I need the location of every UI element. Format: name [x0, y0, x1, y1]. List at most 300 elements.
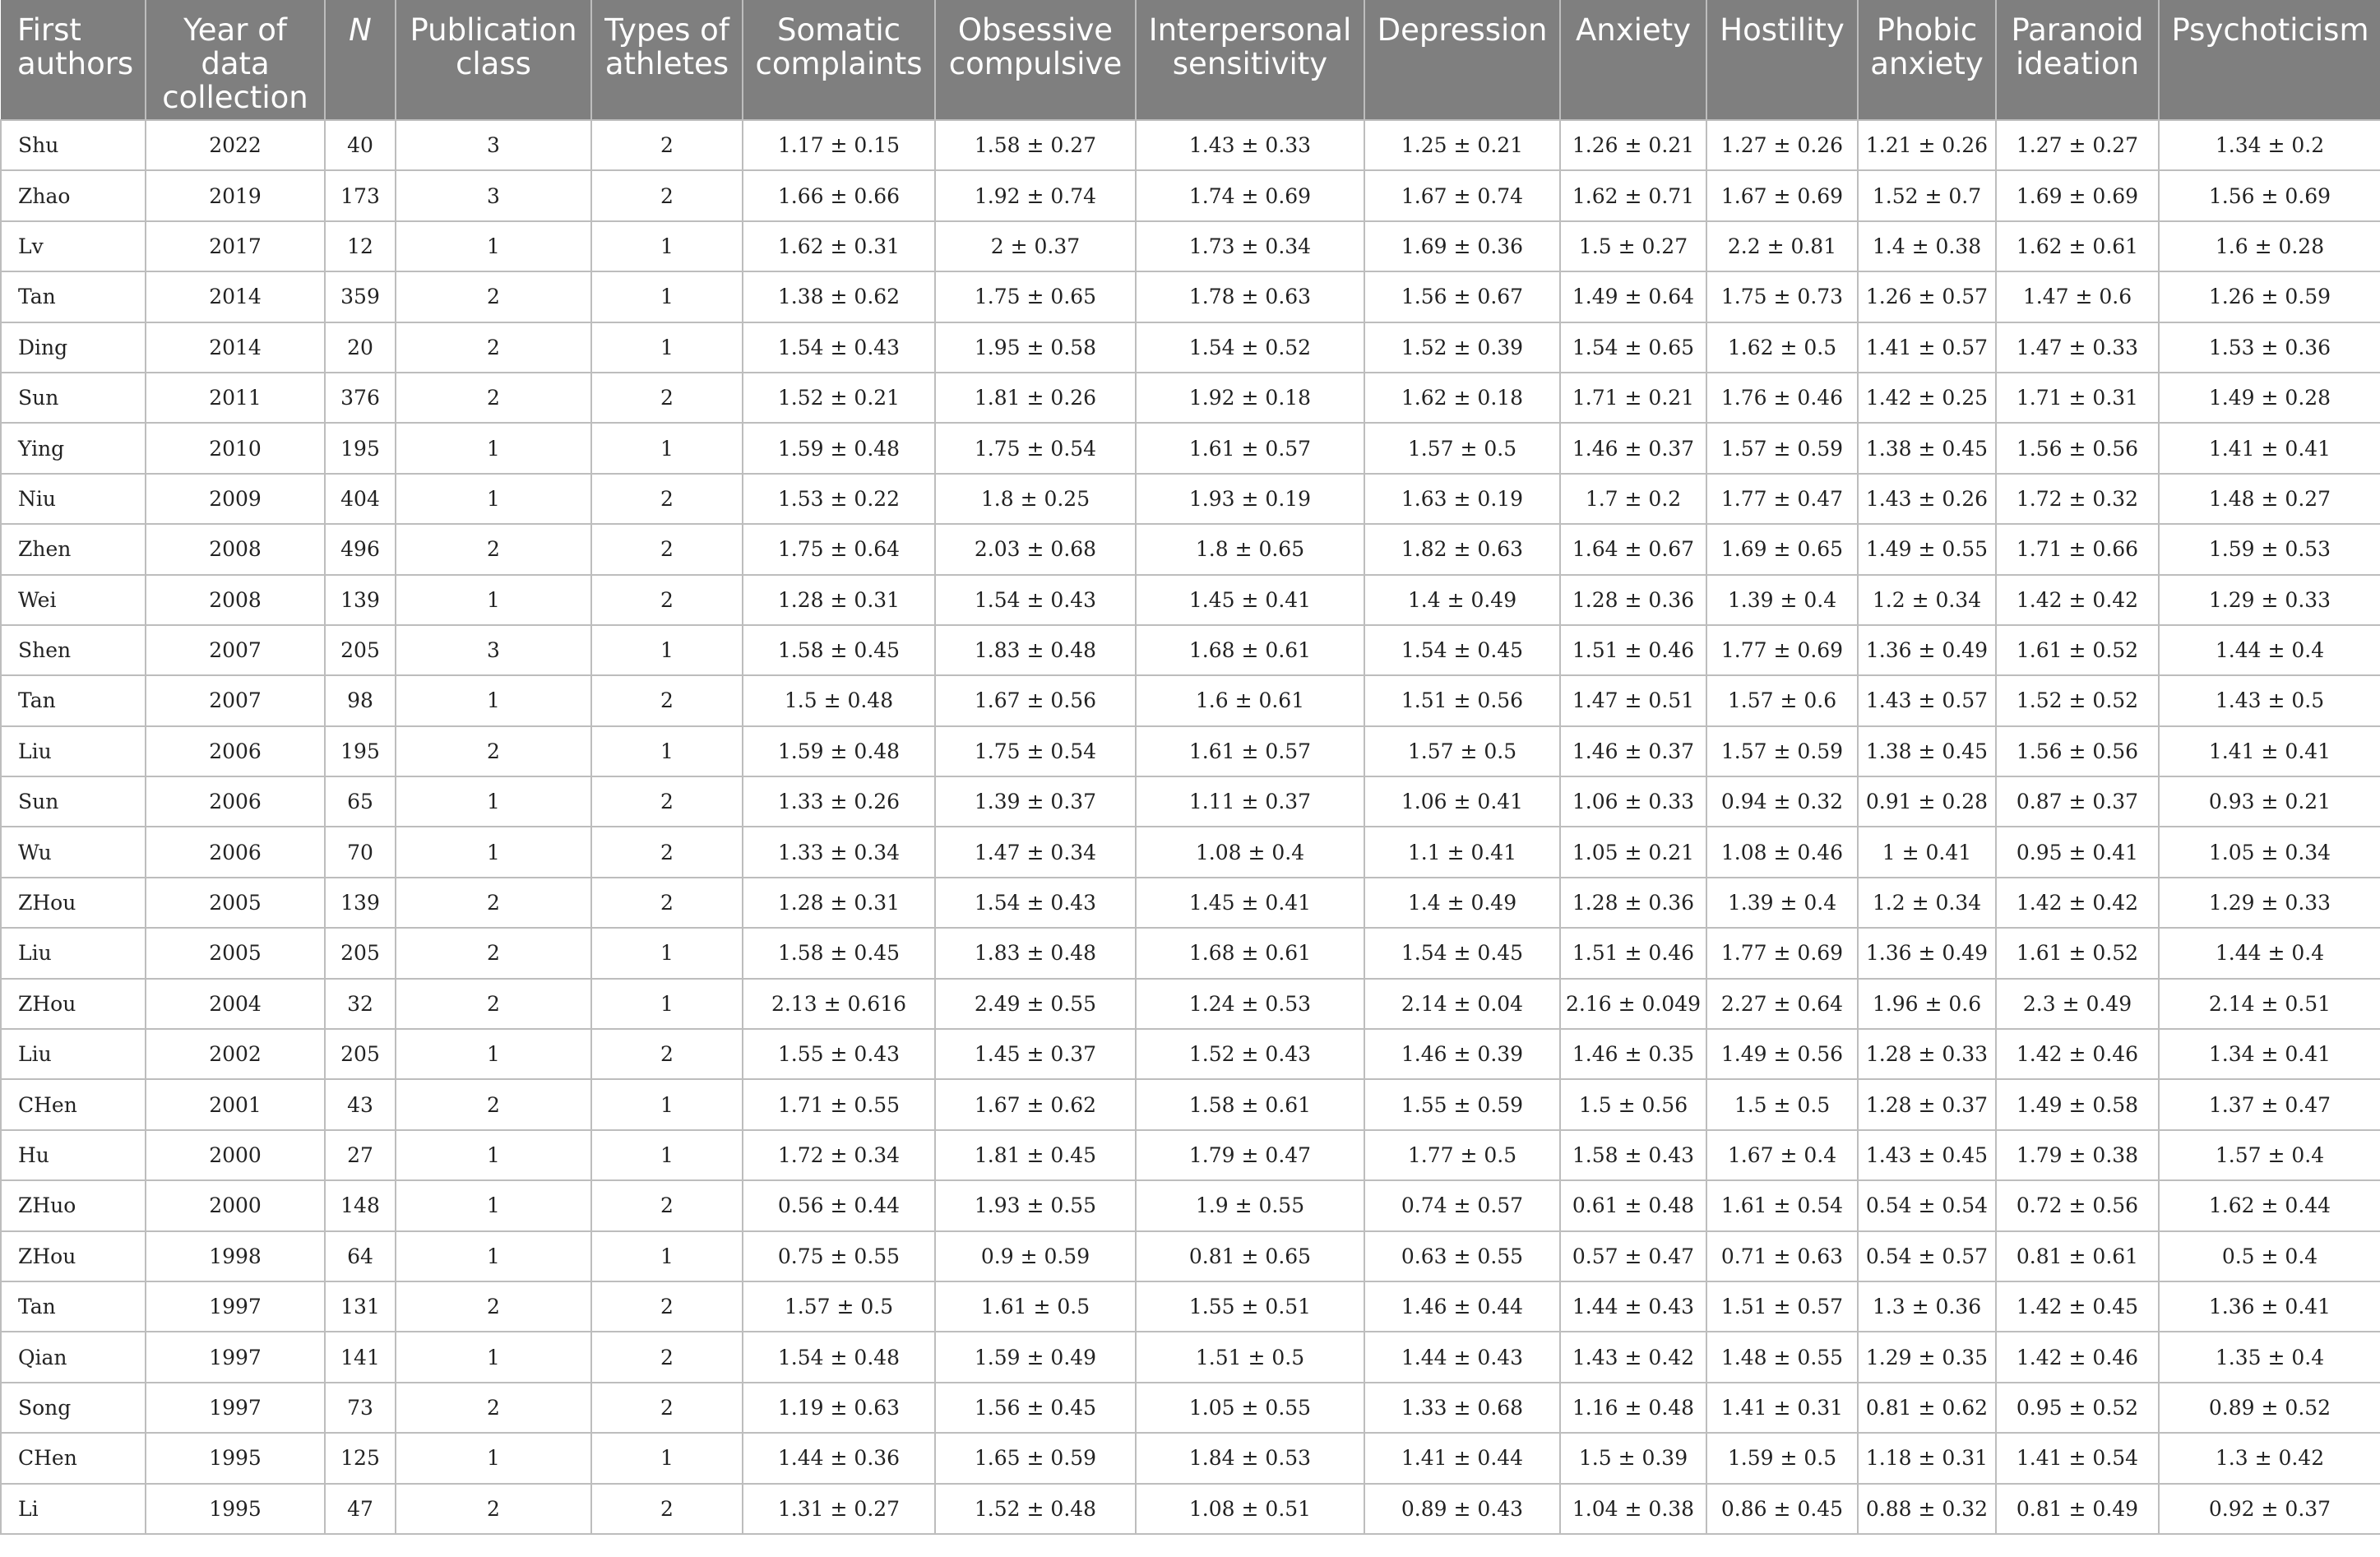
cell-paranoid-ideation: 1.79 ± 0.38 [1996, 1130, 2159, 1180]
cell-somatic-complaints: 1.19 ± 0.63 [743, 1383, 935, 1433]
cell-hostility: 1.61 ± 0.54 [1706, 1180, 1858, 1230]
header-paranoid-ideation: Paranoid ideation [1996, 0, 2159, 120]
cell-year: 2019 [146, 170, 325, 220]
cell-hostility: 1.57 ± 0.6 [1706, 675, 1858, 725]
cell-somatic-complaints: 1.58 ± 0.45 [743, 625, 935, 675]
cell-paranoid-ideation: 0.95 ± 0.41 [1996, 827, 2159, 877]
cell-paranoid-ideation: 1.61 ± 0.52 [1996, 625, 2159, 675]
cell-interpersonal-sensitivity: 1.61 ± 0.57 [1136, 423, 1364, 473]
cell-publication-class: 1 [396, 776, 591, 827]
cell-somatic-complaints: 0.56 ± 0.44 [743, 1180, 935, 1230]
cell-depression: 1.52 ± 0.39 [1364, 322, 1560, 373]
cell-anxiety: 1.51 ± 0.46 [1560, 928, 1706, 978]
table-row [1, 1383, 2380, 1433]
cell-year: 2010 [146, 423, 325, 473]
cell-year: 2008 [146, 575, 325, 625]
cell-paranoid-ideation: 1.62 ± 0.61 [1996, 221, 2159, 271]
cell-n: 64 [325, 1231, 396, 1281]
cell-athlete-type: 2 [591, 1180, 743, 1230]
cell-athlete-type: 2 [591, 878, 743, 928]
table-row [1, 1281, 2380, 1332]
cell-depression: 1.4 ± 0.49 [1364, 575, 1560, 625]
cell-publication-class: 3 [396, 120, 591, 170]
cell-psychoticism: 1.05 ± 0.34 [2159, 827, 2380, 877]
cell-year: 2006 [146, 726, 325, 776]
cell-obsessive-compulsive: 1.59 ± 0.49 [935, 1332, 1136, 1382]
cell-anxiety: 1.49 ± 0.64 [1560, 271, 1706, 322]
cell-publication-class: 2 [396, 322, 591, 373]
cell-athlete-type: 2 [591, 1383, 743, 1433]
cell-depression: 1.55 ± 0.59 [1364, 1079, 1560, 1129]
cell-obsessive-compulsive: 1.8 ± 0.25 [935, 474, 1136, 524]
cell-phobic-anxiety: 1.96 ± 0.6 [1858, 979, 1996, 1029]
cell-n: 20 [325, 322, 396, 373]
cell-n: 205 [325, 625, 396, 675]
cell-psychoticism: 1.62 ± 0.44 [2159, 1180, 2380, 1230]
cell-interpersonal-sensitivity: 1.9 ± 0.55 [1136, 1180, 1364, 1230]
cell-n: 139 [325, 878, 396, 928]
cell-depression: 0.74 ± 0.57 [1364, 1180, 1560, 1230]
cell-depression: 1.25 ± 0.21 [1364, 120, 1560, 170]
cell-paranoid-ideation: 0.95 ± 0.52 [1996, 1383, 2159, 1433]
cell-obsessive-compulsive: 0.9 ± 0.59 [935, 1231, 1136, 1281]
cell-publication-class: 2 [396, 726, 591, 776]
cell-depression: 1.4 ± 0.49 [1364, 878, 1560, 928]
cell-obsessive-compulsive: 1.95 ± 0.58 [935, 322, 1136, 373]
cell-n: 496 [325, 524, 396, 574]
cell-obsessive-compulsive: 1.39 ± 0.37 [935, 776, 1136, 827]
cell-publication-class: 2 [396, 1484, 591, 1534]
table-row [1, 625, 2380, 675]
cell-paranoid-ideation: 1.56 ± 0.56 [1996, 726, 2159, 776]
cell-anxiety: 1.26 ± 0.21 [1560, 120, 1706, 170]
cell-interpersonal-sensitivity: 1.11 ± 0.37 [1136, 776, 1364, 827]
cell-anxiety: 2.16 ± 0.049 [1560, 979, 1706, 1029]
cell-first-author: Song [1, 1383, 146, 1433]
cell-psychoticism: 1.53 ± 0.36 [2159, 322, 2380, 373]
header-first-authors: First authors [1, 0, 146, 120]
cell-year: 2005 [146, 878, 325, 928]
cell-hostility: 2.2 ± 0.81 [1706, 221, 1858, 271]
cell-year: 1997 [146, 1383, 325, 1433]
cell-somatic-complaints: 0.75 ± 0.55 [743, 1231, 935, 1281]
cell-first-author: ZHou [1, 979, 146, 1029]
table-row [1, 928, 2380, 978]
cell-phobic-anxiety: 1.36 ± 0.49 [1858, 928, 1996, 978]
cell-interpersonal-sensitivity: 1.45 ± 0.41 [1136, 575, 1364, 625]
cell-somatic-complaints: 1.55 ± 0.43 [743, 1029, 935, 1079]
cell-first-author: Li [1, 1484, 146, 1534]
cell-first-author: Shen [1, 625, 146, 675]
cell-n: 139 [325, 575, 396, 625]
cell-n: 359 [325, 271, 396, 322]
cell-anxiety: 1.28 ± 0.36 [1560, 575, 1706, 625]
cell-hostility: 1.27 ± 0.26 [1706, 120, 1858, 170]
cell-publication-class: 2 [396, 928, 591, 978]
table-row [1, 878, 2380, 928]
cell-psychoticism: 0.92 ± 0.37 [2159, 1484, 2380, 1534]
cell-interpersonal-sensitivity: 1.78 ± 0.63 [1136, 271, 1364, 322]
cell-athlete-type: 2 [591, 1332, 743, 1382]
cell-interpersonal-sensitivity: 1.6 ± 0.61 [1136, 675, 1364, 725]
cell-athlete-type: 1 [591, 322, 743, 373]
cell-hostility: 1.77 ± 0.69 [1706, 928, 1858, 978]
cell-phobic-anxiety: 1.41 ± 0.57 [1858, 322, 1996, 373]
cell-first-author: Sun [1, 776, 146, 827]
cell-n: 205 [325, 1029, 396, 1079]
cell-anxiety: 1.04 ± 0.38 [1560, 1484, 1706, 1534]
table-row [1, 1484, 2380, 1534]
cell-publication-class: 2 [396, 1281, 591, 1332]
table-row [1, 979, 2380, 1029]
cell-hostility: 1.69 ± 0.65 [1706, 524, 1858, 574]
header-depression: Depression [1364, 0, 1560, 120]
cell-interpersonal-sensitivity: 1.52 ± 0.43 [1136, 1029, 1364, 1079]
cell-athlete-type: 1 [591, 928, 743, 978]
cell-anxiety: 1.05 ± 0.21 [1560, 827, 1706, 877]
cell-psychoticism: 1.56 ± 0.69 [2159, 170, 2380, 220]
cell-psychoticism: 1.34 ± 0.2 [2159, 120, 2380, 170]
cell-first-author: Tan [1, 675, 146, 725]
cell-first-author: Liu [1, 928, 146, 978]
cell-n: 43 [325, 1079, 396, 1129]
cell-phobic-anxiety: 1.2 ± 0.34 [1858, 878, 1996, 928]
cell-year: 2005 [146, 928, 325, 978]
cell-obsessive-compulsive: 1.83 ± 0.48 [935, 625, 1136, 675]
cell-psychoticism: 1.48 ± 0.27 [2159, 474, 2380, 524]
table-row [1, 1130, 2380, 1180]
cell-publication-class: 1 [396, 474, 591, 524]
cell-n: 195 [325, 726, 396, 776]
cell-phobic-anxiety: 1.26 ± 0.57 [1858, 271, 1996, 322]
cell-phobic-anxiety: 1.36 ± 0.49 [1858, 625, 1996, 675]
cell-anxiety: 1.64 ± 0.67 [1560, 524, 1706, 574]
cell-phobic-anxiety: 1.21 ± 0.26 [1858, 120, 1996, 170]
cell-phobic-anxiety: 1.2 ± 0.34 [1858, 575, 1996, 625]
cell-obsessive-compulsive: 1.52 ± 0.48 [935, 1484, 1136, 1534]
cell-somatic-complaints: 2.13 ± 0.616 [743, 979, 935, 1029]
cell-depression: 2.14 ± 0.04 [1364, 979, 1560, 1029]
cell-n: 32 [325, 979, 396, 1029]
cell-obsessive-compulsive: 1.75 ± 0.65 [935, 271, 1136, 322]
cell-psychoticism: 1.29 ± 0.33 [2159, 878, 2380, 928]
cell-phobic-anxiety: 1.52 ± 0.7 [1858, 170, 1996, 220]
header-interpersonal-sensitivity: Interpersonal sensitivity [1136, 0, 1364, 120]
cell-n: 47 [325, 1484, 396, 1534]
cell-somatic-complaints: 1.5 ± 0.48 [743, 675, 935, 725]
cell-obsessive-compulsive: 1.92 ± 0.74 [935, 170, 1136, 220]
cell-n: 70 [325, 827, 396, 877]
cell-interpersonal-sensitivity: 1.43 ± 0.33 [1136, 120, 1364, 170]
cell-somatic-complaints: 1.75 ± 0.64 [743, 524, 935, 574]
cell-hostility: 1.39 ± 0.4 [1706, 575, 1858, 625]
cell-somatic-complaints: 1.72 ± 0.34 [743, 1130, 935, 1180]
table-row [1, 322, 2380, 373]
table-row [1, 271, 2380, 322]
cell-anxiety: 1.43 ± 0.42 [1560, 1332, 1706, 1382]
cell-psychoticism: 1.35 ± 0.4 [2159, 1332, 2380, 1382]
cell-anxiety: 1.16 ± 0.48 [1560, 1383, 1706, 1433]
cell-first-author: Tan [1, 271, 146, 322]
cell-obsessive-compulsive: 2.49 ± 0.55 [935, 979, 1136, 1029]
cell-first-author: Qian [1, 1332, 146, 1382]
table-row [1, 1079, 2380, 1129]
cell-interpersonal-sensitivity: 1.24 ± 0.53 [1136, 979, 1364, 1029]
cell-publication-class: 1 [396, 1433, 591, 1483]
cell-anxiety: 1.28 ± 0.36 [1560, 878, 1706, 928]
cell-paranoid-ideation: 1.47 ± 0.33 [1996, 322, 2159, 373]
header-psychoticism: Psychoticism [2159, 0, 2380, 120]
cell-paranoid-ideation: 1.52 ± 0.52 [1996, 675, 2159, 725]
cell-athlete-type: 2 [591, 1029, 743, 1079]
cell-first-author: CHen [1, 1433, 146, 1483]
cell-athlete-type: 1 [591, 221, 743, 271]
cell-n: 73 [325, 1383, 396, 1433]
cell-phobic-anxiety: 1.49 ± 0.55 [1858, 524, 1996, 574]
cell-first-author: Niu [1, 474, 146, 524]
cell-hostility: 1.39 ± 0.4 [1706, 878, 1858, 928]
cell-interpersonal-sensitivity: 1.74 ± 0.69 [1136, 170, 1364, 220]
cell-hostility: 1.75 ± 0.73 [1706, 271, 1858, 322]
cell-hostility: 1.76 ± 0.46 [1706, 373, 1858, 423]
header-anxiety: Anxiety [1560, 0, 1706, 120]
cell-hostility: 1.67 ± 0.69 [1706, 170, 1858, 220]
cell-hostility: 1.77 ± 0.69 [1706, 625, 1858, 675]
cell-psychoticism: 0.89 ± 0.52 [2159, 1383, 2380, 1433]
cell-year: 1995 [146, 1484, 325, 1534]
cell-paranoid-ideation: 1.42 ± 0.46 [1996, 1332, 2159, 1382]
cell-hostility: 1.51 ± 0.57 [1706, 1281, 1858, 1332]
cell-hostility: 1.5 ± 0.5 [1706, 1079, 1858, 1129]
cell-publication-class: 1 [396, 675, 591, 725]
cell-publication-class: 2 [396, 271, 591, 322]
cell-year: 2001 [146, 1079, 325, 1129]
cell-psychoticism: 0.93 ± 0.21 [2159, 776, 2380, 827]
cell-year: 2007 [146, 675, 325, 725]
cell-psychoticism: 1.6 ± 0.28 [2159, 221, 2380, 271]
cell-interpersonal-sensitivity: 1.54 ± 0.52 [1136, 322, 1364, 373]
table-row [1, 120, 2380, 170]
cell-first-author: Sun [1, 373, 146, 423]
header-somatic-complaints: Somatic complaints [743, 0, 935, 120]
cell-first-author: ZHou [1, 1231, 146, 1281]
cell-publication-class: 1 [396, 1029, 591, 1079]
cell-first-author: Shu [1, 120, 146, 170]
cell-hostility: 1.67 ± 0.4 [1706, 1130, 1858, 1180]
cell-year: 2006 [146, 827, 325, 877]
cell-n: 404 [325, 474, 396, 524]
cell-publication-class: 2 [396, 524, 591, 574]
cell-publication-class: 2 [396, 1079, 591, 1129]
header-phobic-anxiety: Phobic anxiety [1858, 0, 1996, 120]
cell-first-author: Zhen [1, 524, 146, 574]
cell-n: 148 [325, 1180, 396, 1230]
header-year: Year of data collection [146, 0, 325, 120]
cell-hostility: 1.08 ± 0.46 [1706, 827, 1858, 877]
cell-psychoticism: 1.44 ± 0.4 [2159, 928, 2380, 978]
cell-anxiety: 1.46 ± 0.35 [1560, 1029, 1706, 1079]
cell-psychoticism: 1.34 ± 0.41 [2159, 1029, 2380, 1079]
cell-year: 2000 [146, 1180, 325, 1230]
cell-depression: 1.46 ± 0.39 [1364, 1029, 1560, 1079]
cell-n: 12 [325, 221, 396, 271]
cell-paranoid-ideation: 1.47 ± 0.6 [1996, 271, 2159, 322]
cell-paranoid-ideation: 1.42 ± 0.45 [1996, 1281, 2159, 1332]
cell-paranoid-ideation: 1.42 ± 0.42 [1996, 878, 2159, 928]
cell-obsessive-compulsive: 2.03 ± 0.68 [935, 524, 1136, 574]
cell-n: 205 [325, 928, 396, 978]
cell-publication-class: 2 [396, 373, 591, 423]
cell-somatic-complaints: 1.31 ± 0.27 [743, 1484, 935, 1534]
cell-year: 1998 [146, 1231, 325, 1281]
cell-year: 1995 [146, 1433, 325, 1483]
cell-n: 195 [325, 423, 396, 473]
table-row [1, 1231, 2380, 1281]
table-row [1, 170, 2380, 220]
cell-publication-class: 2 [396, 878, 591, 928]
cell-year: 2009 [146, 474, 325, 524]
header-publication-class: Publication class [396, 0, 591, 120]
cell-anxiety: 1.06 ± 0.33 [1560, 776, 1706, 827]
table-row [1, 675, 2380, 725]
cell-paranoid-ideation: 1.71 ± 0.66 [1996, 524, 2159, 574]
cell-paranoid-ideation: 1.61 ± 0.52 [1996, 928, 2159, 978]
cell-obsessive-compulsive: 1.75 ± 0.54 [935, 726, 1136, 776]
cell-phobic-anxiety: 1.29 ± 0.35 [1858, 1332, 1996, 1382]
cell-year: 1997 [146, 1281, 325, 1332]
cell-obsessive-compulsive: 1.45 ± 0.37 [935, 1029, 1136, 1079]
cell-athlete-type: 1 [591, 1433, 743, 1483]
cell-anxiety: 1.54 ± 0.65 [1560, 322, 1706, 373]
cell-somatic-complaints: 1.59 ± 0.48 [743, 726, 935, 776]
cell-phobic-anxiety: 0.81 ± 0.62 [1858, 1383, 1996, 1433]
cell-somatic-complaints: 1.59 ± 0.48 [743, 423, 935, 473]
cell-paranoid-ideation: 1.71 ± 0.31 [1996, 373, 2159, 423]
cell-phobic-anxiety: 0.91 ± 0.28 [1858, 776, 1996, 827]
cell-anxiety: 1.71 ± 0.21 [1560, 373, 1706, 423]
cell-obsessive-compulsive: 1.58 ± 0.27 [935, 120, 1136, 170]
cell-hostility: 1.77 ± 0.47 [1706, 474, 1858, 524]
cell-first-author: ZHou [1, 878, 146, 928]
cell-year: 2008 [146, 524, 325, 574]
cell-publication-class: 1 [396, 1130, 591, 1180]
cell-athlete-type: 2 [591, 675, 743, 725]
cell-year: 2004 [146, 979, 325, 1029]
cell-depression: 1.54 ± 0.45 [1364, 928, 1560, 978]
table-row [1, 373, 2380, 423]
cell-first-author: Liu [1, 1029, 146, 1079]
cell-interpersonal-sensitivity: 1.68 ± 0.61 [1136, 625, 1364, 675]
cell-psychoticism: 1.57 ± 0.4 [2159, 1130, 2380, 1180]
cell-year: 1997 [146, 1332, 325, 1382]
cell-somatic-complaints: 1.17 ± 0.15 [743, 120, 935, 170]
cell-interpersonal-sensitivity: 1.61 ± 0.57 [1136, 726, 1364, 776]
cell-publication-class: 2 [396, 1383, 591, 1433]
cell-first-author: Lv [1, 221, 146, 271]
cell-interpersonal-sensitivity: 1.84 ± 0.53 [1136, 1433, 1364, 1483]
cell-paranoid-ideation: 0.81 ± 0.49 [1996, 1484, 2159, 1534]
cell-phobic-anxiety: 1.3 ± 0.36 [1858, 1281, 1996, 1332]
cell-somatic-complaints: 1.66 ± 0.66 [743, 170, 935, 220]
cell-psychoticism: 1.36 ± 0.41 [2159, 1281, 2380, 1332]
cell-somatic-complaints: 1.52 ± 0.21 [743, 373, 935, 423]
cell-psychoticism: 1.41 ± 0.41 [2159, 423, 2380, 473]
cell-obsessive-compulsive: 1.54 ± 0.43 [935, 575, 1136, 625]
cell-depression: 1.77 ± 0.5 [1364, 1130, 1560, 1180]
cell-athlete-type: 1 [591, 1079, 743, 1129]
cell-athlete-type: 2 [591, 474, 743, 524]
cell-somatic-complaints: 1.44 ± 0.36 [743, 1433, 935, 1483]
cell-somatic-complaints: 1.28 ± 0.31 [743, 878, 935, 928]
cell-paranoid-ideation: 1.41 ± 0.54 [1996, 1433, 2159, 1483]
cell-interpersonal-sensitivity: 1.45 ± 0.41 [1136, 878, 1364, 928]
cell-n: 65 [325, 776, 396, 827]
cell-anxiety: 1.46 ± 0.37 [1560, 423, 1706, 473]
cell-phobic-anxiety: 1.42 ± 0.25 [1858, 373, 1996, 423]
cell-n: 27 [325, 1130, 396, 1180]
cell-phobic-anxiety: 1.38 ± 0.45 [1858, 423, 1996, 473]
table-row [1, 524, 2380, 574]
cell-phobic-anxiety: 0.54 ± 0.57 [1858, 1231, 1996, 1281]
cell-interpersonal-sensitivity: 1.73 ± 0.34 [1136, 221, 1364, 271]
cell-hostility: 2.27 ± 0.64 [1706, 979, 1858, 1029]
cell-somatic-complaints: 1.38 ± 0.62 [743, 271, 935, 322]
cell-athlete-type: 1 [591, 726, 743, 776]
cell-phobic-anxiety: 1.43 ± 0.26 [1858, 474, 1996, 524]
cell-paranoid-ideation: 1.49 ± 0.58 [1996, 1079, 2159, 1129]
cell-phobic-anxiety: 1.43 ± 0.45 [1858, 1130, 1996, 1180]
cell-somatic-complaints: 1.53 ± 0.22 [743, 474, 935, 524]
cell-hostility: 1.48 ± 0.55 [1706, 1332, 1858, 1382]
cell-paranoid-ideation: 1.56 ± 0.56 [1996, 423, 2159, 473]
table-row [1, 1029, 2380, 1079]
cell-interpersonal-sensitivity: 1.08 ± 0.51 [1136, 1484, 1364, 1534]
cell-athlete-type: 2 [591, 1484, 743, 1534]
table-row [1, 827, 2380, 877]
cell-somatic-complaints: 1.28 ± 0.31 [743, 575, 935, 625]
cell-phobic-anxiety: 1.28 ± 0.37 [1858, 1079, 1996, 1129]
cell-depression: 1.62 ± 0.18 [1364, 373, 1560, 423]
cell-psychoticism: 2.14 ± 0.51 [2159, 979, 2380, 1029]
table-row [1, 1332, 2380, 1382]
cell-obsessive-compulsive: 1.56 ± 0.45 [935, 1383, 1136, 1433]
cell-somatic-complaints: 1.57 ± 0.5 [743, 1281, 935, 1332]
cell-n: 98 [325, 675, 396, 725]
cell-obsessive-compulsive: 1.67 ± 0.56 [935, 675, 1136, 725]
header-obsessive-compulsive: Obsessive compulsive [935, 0, 1136, 120]
cell-anxiety: 1.7 ± 0.2 [1560, 474, 1706, 524]
cell-psychoticism: 1.44 ± 0.4 [2159, 625, 2380, 675]
cell-first-author: Tan [1, 1281, 146, 1332]
cell-athlete-type: 2 [591, 827, 743, 877]
cell-interpersonal-sensitivity: 1.8 ± 0.65 [1136, 524, 1364, 574]
cell-anxiety: 1.5 ± 0.56 [1560, 1079, 1706, 1129]
cell-psychoticism: 1.3 ± 0.42 [2159, 1433, 2380, 1483]
cell-phobic-anxiety: 1.18 ± 0.31 [1858, 1433, 1996, 1483]
cell-first-author: Zhao [1, 170, 146, 220]
cell-publication-class: 1 [396, 423, 591, 473]
cell-somatic-complaints: 1.54 ± 0.48 [743, 1332, 935, 1382]
cell-obsessive-compulsive: 1.81 ± 0.45 [935, 1130, 1136, 1180]
cell-first-author: Wu [1, 827, 146, 877]
cell-anxiety: 1.46 ± 0.37 [1560, 726, 1706, 776]
cell-n: 125 [325, 1433, 396, 1483]
cell-publication-class: 2 [396, 979, 591, 1029]
cell-year: 2007 [146, 625, 325, 675]
cell-publication-class: 1 [396, 575, 591, 625]
cell-psychoticism: 1.37 ± 0.47 [2159, 1079, 2380, 1129]
cell-depression: 1.1 ± 0.41 [1364, 827, 1560, 877]
